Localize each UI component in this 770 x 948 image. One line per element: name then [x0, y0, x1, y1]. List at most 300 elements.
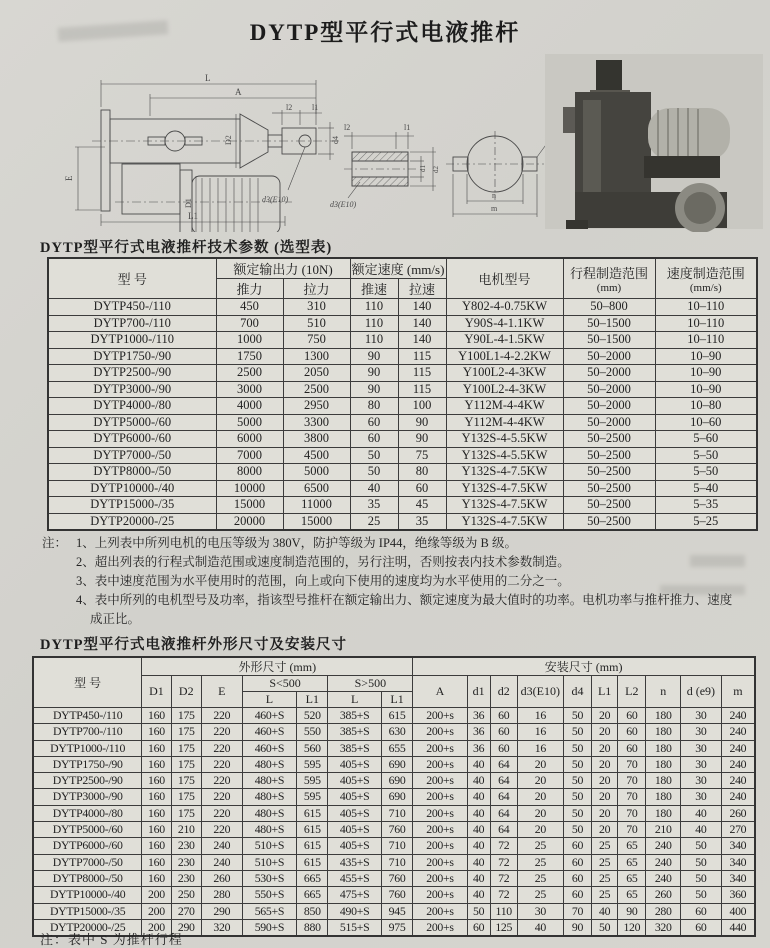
- detail-label-l2: l2: [344, 123, 351, 132]
- value-cell: 50–2000: [563, 414, 655, 431]
- dim-label-D1: D1: [184, 198, 193, 208]
- value-cell: 10–110: [655, 315, 757, 332]
- value-cell: 220: [201, 822, 242, 838]
- value-cell: 850: [297, 903, 328, 919]
- value-cell: 1000: [216, 332, 283, 349]
- col-group-rated-output: 额定输出力 (10N): [216, 258, 350, 279]
- value-cell: 75: [398, 447, 446, 464]
- value-cell: 175: [171, 789, 201, 805]
- value-cell: 60: [490, 740, 517, 756]
- value-cell: 50–800: [563, 299, 655, 316]
- value-cell: 20: [592, 789, 618, 805]
- value-cell: 270: [171, 903, 201, 919]
- dim-label-E: E: [64, 175, 74, 181]
- value-cell: 20: [517, 756, 563, 772]
- value-cell: 50–2500: [563, 447, 655, 464]
- col-header-stroke-range: [563, 258, 655, 299]
- speed-range-line1: 速度制造范围: [666, 266, 745, 281]
- value-cell: 30: [680, 740, 721, 756]
- value-cell: 90: [398, 431, 446, 448]
- col-group-s-gt-500: S>500: [328, 676, 413, 692]
- value-cell: Y802-4-0.75KW: [446, 299, 563, 316]
- value-cell: 240: [646, 870, 681, 886]
- dimensions-table-head: [33, 657, 755, 708]
- value-cell: 220: [201, 756, 242, 772]
- dim-label-l2: l2: [286, 103, 293, 112]
- value-cell: 3800: [283, 431, 350, 448]
- value-cell: 140: [398, 299, 446, 316]
- value-cell: 60: [680, 903, 721, 919]
- model-cell: DYTP6000-/60: [48, 431, 216, 448]
- value-cell: 15000: [216, 497, 283, 514]
- value-cell: 60: [618, 740, 646, 756]
- value-cell: 20: [517, 805, 563, 821]
- value-cell: 520: [297, 708, 328, 724]
- value-cell: 20: [592, 822, 618, 838]
- value-cell: 25: [592, 887, 618, 903]
- model-cell: DYTP1000-/110: [33, 740, 142, 756]
- value-cell: 200+s: [413, 838, 467, 854]
- stroke-range-line1: 行程制造范围: [570, 266, 649, 281]
- value-cell: Y112M-4-4KW: [446, 398, 563, 415]
- spec-table: [47, 257, 758, 531]
- value-cell: 665: [297, 870, 328, 886]
- model-cell: DYTP2500-/90: [48, 365, 216, 382]
- notes-items: [76, 534, 742, 629]
- value-cell: 180: [646, 789, 681, 805]
- value-cell: Y132S-4-7.5KW: [446, 513, 563, 530]
- value-cell: 10–90: [655, 365, 757, 382]
- value-cell: 175: [171, 805, 201, 821]
- value-cell: 50: [350, 447, 398, 464]
- value-cell: 40: [467, 838, 490, 854]
- col-header-L1-lt: L1: [297, 692, 328, 708]
- value-cell: 64: [490, 756, 517, 772]
- value-cell: 200+s: [413, 756, 467, 772]
- value-cell: 200+s: [413, 903, 467, 919]
- model-cell: DYTP3000-/90: [48, 381, 216, 398]
- table-row: [48, 315, 757, 332]
- value-cell: 560: [297, 740, 328, 756]
- value-cell: 64: [490, 822, 517, 838]
- value-cell: 240: [646, 854, 681, 870]
- value-cell: 50–2500: [563, 497, 655, 514]
- value-cell: 880: [297, 919, 328, 936]
- col-header-pull-speed: 拉速: [398, 279, 446, 299]
- note-item-2: 2、超出列表的行程式制造范围或速度制造范围的，另行注明，否则按表内技术参数制造。: [76, 555, 570, 569]
- value-cell: 50: [680, 838, 721, 854]
- value-cell: 65: [618, 838, 646, 854]
- value-cell: 36: [467, 708, 490, 724]
- model-cell: DYTP1750-/90: [33, 756, 142, 772]
- value-cell: 615: [381, 708, 412, 724]
- value-cell: 180: [646, 708, 681, 724]
- table-row: [48, 332, 757, 349]
- table-row: [33, 708, 755, 724]
- value-cell: 590+S: [242, 919, 296, 936]
- value-cell: 50–2500: [563, 464, 655, 481]
- value-cell: 64: [490, 773, 517, 789]
- table-row: [33, 870, 755, 886]
- spec-table-head: [48, 258, 757, 299]
- value-cell: 10–110: [655, 299, 757, 316]
- value-cell: 200+s: [413, 740, 467, 756]
- value-cell: 50: [680, 870, 721, 886]
- value-cell: 35: [398, 513, 446, 530]
- value-cell: 260: [721, 805, 755, 821]
- note-item-3: 3、表中速度范围为水平使用时的范围，向上或向下使用的速度均为水平使用的二分之一。: [76, 574, 570, 588]
- value-cell: 30: [517, 903, 563, 919]
- value-cell: 565+S: [242, 903, 296, 919]
- value-cell: 40: [467, 887, 490, 903]
- col-header-d1: d1: [467, 676, 490, 708]
- value-cell: 25: [517, 887, 563, 903]
- value-cell: 200+s: [413, 789, 467, 805]
- value-cell: 5000: [216, 414, 283, 431]
- value-cell: 50: [680, 854, 721, 870]
- figure-area: [0, 52, 770, 232]
- value-cell: 160: [142, 708, 171, 724]
- value-cell: 385+S: [328, 740, 381, 756]
- value-cell: 50: [680, 887, 721, 903]
- dim-label-L1: L1: [188, 211, 198, 221]
- value-cell: 25: [517, 838, 563, 854]
- dim-label-A: A: [235, 87, 242, 97]
- model-cell: DYTP7000-/50: [48, 447, 216, 464]
- value-cell: 220: [201, 740, 242, 756]
- table-row: [33, 740, 755, 756]
- value-cell: 50–1500: [563, 332, 655, 349]
- value-cell: 240: [646, 838, 681, 854]
- table-row: [33, 724, 755, 740]
- value-cell: 10–90: [655, 381, 757, 398]
- value-cell: 200: [142, 887, 171, 903]
- value-cell: 200+s: [413, 919, 467, 936]
- value-cell: 160: [142, 854, 171, 870]
- notes-block: [42, 534, 742, 629]
- value-cell: 15000: [283, 513, 350, 530]
- value-cell: 260: [646, 887, 681, 903]
- value-cell: 65: [618, 854, 646, 870]
- model-cell: DYTP3000-/90: [33, 789, 142, 805]
- table-row: [33, 903, 755, 919]
- value-cell: 90: [563, 919, 591, 936]
- value-cell: 16: [517, 708, 563, 724]
- page-title: DYTP型平行式电液推杆: [249, 20, 521, 45]
- value-cell: 115: [398, 381, 446, 398]
- value-cell: 175: [171, 708, 201, 724]
- value-cell: 700: [216, 315, 283, 332]
- value-cell: 480+S: [242, 773, 296, 789]
- value-cell: 40: [680, 822, 721, 838]
- value-cell: 200+s: [413, 822, 467, 838]
- value-cell: 200+s: [413, 773, 467, 789]
- model-cell: DYTP10000-/40: [48, 480, 216, 497]
- value-cell: 230: [171, 870, 201, 886]
- value-cell: 240: [721, 789, 755, 805]
- dim-label-D2: D2: [224, 135, 233, 145]
- value-cell: 510: [283, 315, 350, 332]
- value-cell: 60: [350, 414, 398, 431]
- value-cell: 40: [592, 903, 618, 919]
- value-cell: 20: [592, 740, 618, 756]
- col-header-L2: L2: [618, 676, 646, 708]
- value-cell: Y100L2-4-3KW: [446, 365, 563, 382]
- col-group-s-lt-500: S<500: [242, 676, 328, 692]
- model-cell: DYTP10000-/40: [33, 887, 142, 903]
- model-cell: DYTP2500-/90: [33, 773, 142, 789]
- value-cell: 50–2500: [563, 480, 655, 497]
- col-header-model: 型 号: [33, 657, 142, 708]
- value-cell: 6500: [283, 480, 350, 497]
- value-cell: 160: [142, 740, 171, 756]
- value-cell: 140: [398, 315, 446, 332]
- value-cell: 5–60: [655, 431, 757, 448]
- dim-label-n: n: [492, 191, 496, 200]
- col-header-A: A: [413, 676, 467, 708]
- value-cell: 60: [563, 870, 591, 886]
- value-cell: 72: [490, 838, 517, 854]
- col-header-E: E: [201, 676, 242, 708]
- col-group-outline-dims: 外形尺寸 (mm): [142, 657, 413, 676]
- value-cell: 160: [142, 870, 171, 886]
- value-cell: 65: [618, 887, 646, 903]
- value-cell: 50–2500: [563, 431, 655, 448]
- table-row: [33, 773, 755, 789]
- value-cell: Y112M-4-4KW: [446, 414, 563, 431]
- value-cell: 240: [721, 773, 755, 789]
- col-header-L-lt: L: [242, 692, 296, 708]
- value-cell: 160: [142, 822, 171, 838]
- col-header-d2: d2: [490, 676, 517, 708]
- model-cell: DYTP700-/110: [33, 724, 142, 740]
- value-cell: 200: [142, 919, 171, 936]
- value-cell: 60: [618, 724, 646, 740]
- model-cell: DYTP700-/110: [48, 315, 216, 332]
- dim-label-d4: d4: [331, 136, 340, 144]
- value-cell: 60: [350, 431, 398, 448]
- table-row: [48, 398, 757, 415]
- value-cell: 50: [563, 708, 591, 724]
- model-cell: DYTP8000-/50: [48, 464, 216, 481]
- value-cell: 50: [563, 773, 591, 789]
- value-cell: 10–60: [655, 414, 757, 431]
- value-cell: 180: [646, 756, 681, 772]
- value-cell: 450: [216, 299, 283, 316]
- col-header-L1: L1: [592, 676, 618, 708]
- model-cell: DYTP1000-/110: [48, 332, 216, 349]
- value-cell: 240: [721, 724, 755, 740]
- value-cell: 2500: [216, 365, 283, 382]
- table-row: [48, 365, 757, 382]
- value-cell: 530+S: [242, 870, 296, 886]
- value-cell: 40: [467, 854, 490, 870]
- table-row: [48, 381, 757, 398]
- value-cell: 480+S: [242, 756, 296, 772]
- value-cell: 160: [142, 756, 171, 772]
- value-cell: 250: [171, 887, 201, 903]
- value-cell: 30: [680, 756, 721, 772]
- table-row: [33, 756, 755, 772]
- col-group-install-dims: 安装尺寸 (mm): [413, 657, 755, 676]
- model-cell: DYTP20000-/25: [48, 513, 216, 530]
- value-cell: 280: [201, 887, 242, 903]
- value-cell: 760: [381, 887, 412, 903]
- value-cell: 110: [350, 299, 398, 316]
- value-cell: 115: [398, 365, 446, 382]
- col-header-d-e9: d (e9): [680, 676, 721, 708]
- value-cell: 10–80: [655, 398, 757, 415]
- value-cell: 945: [381, 903, 412, 919]
- value-cell: 70: [618, 805, 646, 821]
- value-cell: 50: [592, 919, 618, 936]
- table-row: [48, 431, 757, 448]
- value-cell: 220: [201, 805, 242, 821]
- value-cell: 20: [592, 724, 618, 740]
- value-cell: 60: [563, 838, 591, 854]
- value-cell: Y132S-4-7.5KW: [446, 464, 563, 481]
- value-cell: 3000: [216, 381, 283, 398]
- value-cell: 45: [398, 497, 446, 514]
- value-cell: Y90L-4-1.5KW: [446, 332, 563, 349]
- model-cell: DYTP1750-/90: [48, 348, 216, 365]
- value-cell: 25: [517, 854, 563, 870]
- value-cell: 175: [171, 724, 201, 740]
- col-header-d4: d4: [563, 676, 591, 708]
- value-cell: 595: [297, 773, 328, 789]
- value-cell: 70: [563, 903, 591, 919]
- detail-label-d2: d2: [432, 166, 440, 173]
- value-cell: 290: [201, 903, 242, 919]
- value-cell: 240: [721, 740, 755, 756]
- value-cell: 36: [467, 740, 490, 756]
- value-cell: 750: [283, 332, 350, 349]
- value-cell: 480+S: [242, 805, 296, 821]
- value-cell: 175: [171, 773, 201, 789]
- value-cell: 3300: [283, 414, 350, 431]
- value-cell: 20: [592, 773, 618, 789]
- value-cell: 50–1500: [563, 315, 655, 332]
- model-cell: DYTP450-/110: [48, 299, 216, 316]
- detail-label-d3: d3(E10): [330, 200, 357, 209]
- value-cell: 90: [398, 414, 446, 431]
- value-cell: 90: [350, 365, 398, 382]
- value-cell: 340: [721, 838, 755, 854]
- table-row: [33, 805, 755, 821]
- value-cell: 60: [490, 724, 517, 740]
- value-cell: 50: [563, 756, 591, 772]
- value-cell: 50: [563, 805, 591, 821]
- value-cell: 40: [467, 756, 490, 772]
- value-cell: 110: [350, 315, 398, 332]
- section2-title: DYTP型平行式电液推杆外形尺寸及安装尺寸: [40, 637, 347, 653]
- col-header-n: n: [646, 676, 681, 708]
- value-cell: 64: [490, 805, 517, 821]
- value-cell: 60: [563, 854, 591, 870]
- value-cell: 200+s: [413, 805, 467, 821]
- col-header-D2: D2: [171, 676, 201, 708]
- value-cell: 210: [646, 822, 681, 838]
- value-cell: 405+S: [328, 773, 381, 789]
- col-header-push-speed: 推速: [350, 279, 398, 299]
- value-cell: 120: [618, 919, 646, 936]
- value-cell: 8000: [216, 464, 283, 481]
- value-cell: 72: [490, 887, 517, 903]
- model-cell: DYTP20000-/25: [33, 919, 142, 936]
- value-cell: 70: [618, 789, 646, 805]
- stroke-range-line2: (mm): [596, 282, 622, 294]
- note-item-4: 4、表中所列的电机型号及功率，指该型号推杆在额定输出力、额定速度为最大值时的功率。电机功率与推杆推力、速度成正比。: [76, 593, 733, 626]
- value-cell: 2500: [283, 381, 350, 398]
- spec-table-body: [48, 299, 757, 531]
- speed-range-line2: (mm/s): [689, 282, 722, 294]
- value-cell: 405+S: [328, 805, 381, 821]
- section1-title: DYTP型平行式电液推杆技术参数 (选型表): [40, 240, 333, 256]
- value-cell: 16: [517, 724, 563, 740]
- value-cell: 40: [350, 480, 398, 497]
- model-cell: DYTP4000-/80: [48, 398, 216, 415]
- value-cell: 40: [680, 805, 721, 821]
- value-cell: 400: [721, 903, 755, 919]
- value-cell: 180: [646, 740, 681, 756]
- value-cell: 50–2000: [563, 398, 655, 415]
- value-cell: 30: [680, 773, 721, 789]
- model-cell: DYTP15000-/35: [33, 903, 142, 919]
- value-cell: 220: [201, 708, 242, 724]
- model-cell: DYTP15000-/35: [48, 497, 216, 514]
- value-cell: 60: [563, 887, 591, 903]
- value-cell: 20: [592, 708, 618, 724]
- detail-label-l1: l1: [404, 123, 411, 132]
- value-cell: 72: [490, 854, 517, 870]
- table-row: [33, 854, 755, 870]
- value-cell: 6000: [216, 431, 283, 448]
- value-cell: 975: [381, 919, 412, 936]
- value-cell: 475+S: [328, 887, 381, 903]
- value-cell: 30: [680, 708, 721, 724]
- col-header-m: m: [721, 676, 755, 708]
- value-cell: 385+S: [328, 708, 381, 724]
- value-cell: 60: [618, 708, 646, 724]
- value-cell: 20: [592, 805, 618, 821]
- value-cell: 70: [618, 822, 646, 838]
- value-cell: 615: [297, 854, 328, 870]
- value-cell: 160: [142, 805, 171, 821]
- value-cell: 455+S: [328, 870, 381, 886]
- dimensions-table-body: [33, 708, 755, 937]
- value-cell: 90: [350, 381, 398, 398]
- value-cell: 64: [490, 789, 517, 805]
- value-cell: 405+S: [328, 822, 381, 838]
- value-cell: 510+S: [242, 838, 296, 854]
- dim-label-l1: l1: [312, 103, 319, 112]
- value-cell: Y90S-4-1.1KW: [446, 315, 563, 332]
- value-cell: 5000: [283, 464, 350, 481]
- value-cell: 5–25: [655, 513, 757, 530]
- value-cell: 7000: [216, 447, 283, 464]
- value-cell: 10–90: [655, 348, 757, 365]
- value-cell: Y100L2-4-3KW: [446, 381, 563, 398]
- model-cell: DYTP5000-/60: [48, 414, 216, 431]
- value-cell: 11000: [283, 497, 350, 514]
- value-cell: 4000: [216, 398, 283, 415]
- value-cell: 65: [618, 870, 646, 886]
- value-cell: 20: [517, 773, 563, 789]
- table-row: [48, 513, 757, 530]
- value-cell: 160: [142, 838, 171, 854]
- value-cell: 40: [467, 870, 490, 886]
- value-cell: 200+s: [413, 887, 467, 903]
